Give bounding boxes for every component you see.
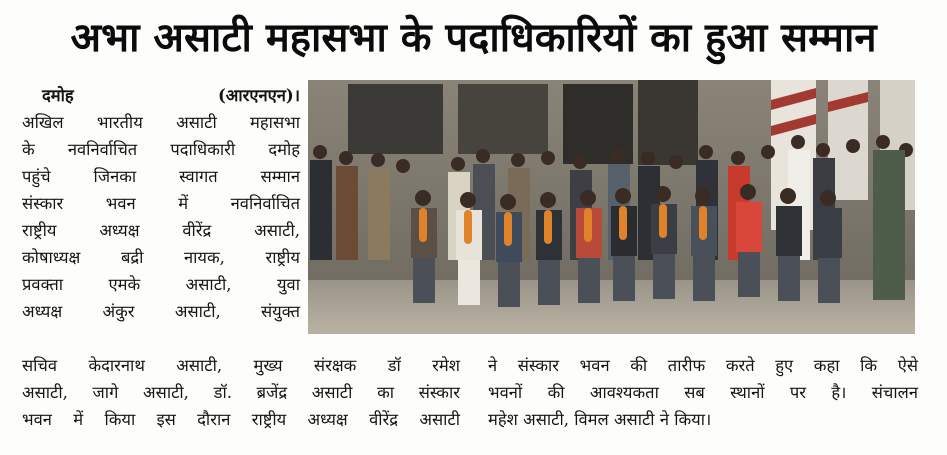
text-line: महेश असाटी, विमल असाटी ने किया। bbox=[488, 410, 712, 429]
dateline bbox=[22, 82, 300, 109]
text-line: प्रवक्ता एमके असाटी, युवा bbox=[22, 275, 300, 294]
text-line: संस्कार भवन में नवनिर्वाचित bbox=[22, 194, 300, 213]
headline: अभा असाटी महासभा के पदाधिकारियों का हुआ सम्मान bbox=[70, 15, 877, 61]
text-line: सचिव केदारनाथ असाटी, मुख्य संरक्षक डॉ रमेश bbox=[22, 356, 460, 375]
group-photo-icon bbox=[308, 80, 915, 334]
article-left-column bbox=[22, 82, 300, 325]
dateline-agency: (आरएनएन)। bbox=[217, 86, 300, 105]
text-line: भवनों की आवश्यकता सब स्थानों पर है। संचालन bbox=[488, 383, 918, 402]
dateline-place: दमोह bbox=[42, 86, 74, 105]
text-line: पहुंचे जिनका स्वागत सम्मान bbox=[22, 167, 300, 186]
text-line: ने संस्कार भवन की तारीफ करते हुए कहा कि ऐसे bbox=[488, 356, 918, 375]
text-line: राष्ट्रीय अध्यक्ष वीरेंद्र असाटी, bbox=[22, 221, 300, 240]
group-photo bbox=[308, 80, 915, 334]
text-line: भवन में किया इस दौरान राष्ट्रीय अध्यक्ष वीरेंद्र असाटी bbox=[22, 410, 460, 429]
text-line: अध्यक्ष अंकुर असाटी, संयुक्त bbox=[22, 302, 300, 321]
text-line: के नवनिर्वाचित पदाधिकारी दमोह bbox=[22, 140, 300, 159]
article-bottom-left bbox=[22, 352, 460, 433]
article-bottom-right bbox=[488, 352, 918, 433]
text-line: कोषाध्यक्ष बद्री नायक, राष्ट्रीय bbox=[22, 248, 300, 267]
text-line: अखिल भारतीय असाटी महासभा bbox=[22, 113, 300, 132]
text-line: असाटी, जागे असाटी, डॉ. ब्रजेंद्र असाटी का संस्कार bbox=[22, 383, 460, 402]
